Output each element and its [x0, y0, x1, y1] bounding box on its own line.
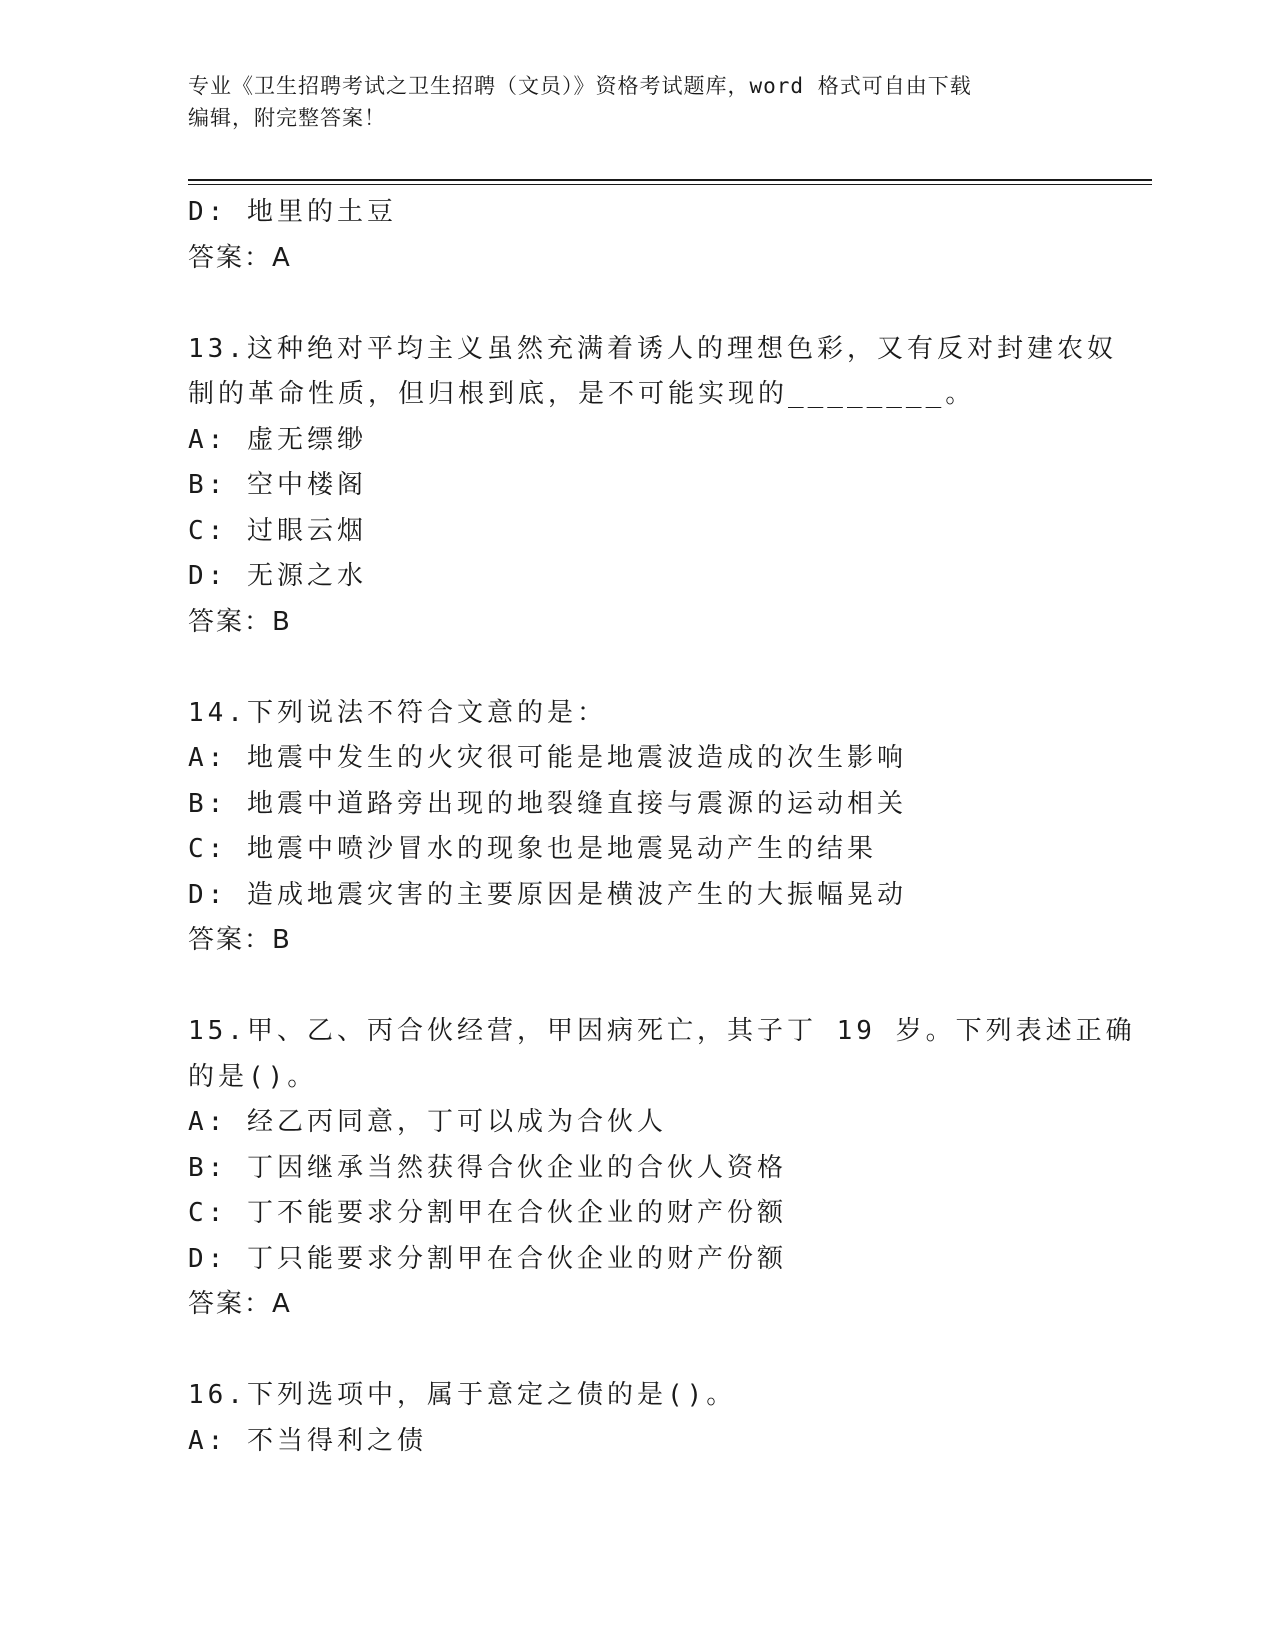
question-text-line-1: 13.这种绝对平均主义虽然充满着诱人的理想色彩，又有反对封建农奴 [188, 333, 1117, 364]
question-13 [188, 327, 1117, 646]
option-c: C: 丁不能要求分割甲在合伙企业的财产份额 [188, 1198, 787, 1228]
answer: 答案：A [188, 242, 292, 273]
spacer [188, 645, 1088, 691]
question-text-line-1: 14.下列说法不符合文意的是： [188, 697, 607, 728]
document-body [188, 190, 1136, 1464]
option-d: D: 地里的土豆 [188, 197, 397, 227]
question-text-line-1: 15.甲、乙、丙合伙经营，甲因病死亡，其子丁 19 岁。下列表述正确 [188, 1016, 1136, 1046]
header-rule-thick [188, 179, 1152, 181]
question-text-line-2: 的是()。 [188, 1061, 318, 1092]
question-text-line-1: 16.下列选项中，属于意定之债的是()。 [188, 1380, 737, 1410]
option-a: A: 虚无缥缈 [188, 424, 367, 455]
option-c: C: 过眼云烟 [188, 515, 367, 546]
spacer [188, 1328, 1088, 1374]
document-header [188, 70, 1088, 134]
question-text-line-2: 制的革命性质，但归根到底，是不可能实现的________。 [188, 379, 976, 409]
option-a: A: 不当得利之债 [188, 1425, 427, 1456]
header-rule-thin [188, 184, 1152, 185]
question-15 [188, 1009, 1136, 1328]
question-12-tail [188, 190, 1088, 281]
spacer [188, 964, 1088, 1010]
header-line-1: 专业《卫生招聘考试之卫生招聘（文员）》资格考试题库，word 格式可自由下载 [188, 74, 972, 98]
option-d: D: 造成地震灾害的主要原因是横波产生的大振幅晃动 [188, 879, 907, 910]
answer: 答案：B [188, 606, 292, 637]
option-b: B: 丁因继承当然获得合伙企业的合伙人资格 [188, 1152, 787, 1183]
option-b: B: 空中楼阁 [188, 470, 367, 500]
question-16 [188, 1373, 1088, 1464]
option-a: A: 经乙丙同意，丁可以成为合伙人 [188, 1107, 667, 1137]
option-d: D: 无源之水 [188, 561, 367, 591]
option-d: D: 丁只能要求分割甲在合伙企业的财产份额 [188, 1243, 787, 1274]
option-c: C: 地震中喷沙冒水的现象也是地震晃动产生的结果 [188, 834, 877, 864]
option-a: A: 地震中发生的火灾很可能是地震波造成的次生影响 [188, 743, 907, 773]
question-14 [188, 691, 1088, 964]
option-b: B: 地震中道路旁出现的地裂缝直接与震源的运动相关 [188, 788, 907, 819]
header-line-2: 编辑，附完整答案！ [188, 106, 386, 130]
answer: 答案：A [188, 1289, 292, 1319]
spacer [188, 281, 1088, 327]
answer: 答案：B [188, 925, 292, 955]
